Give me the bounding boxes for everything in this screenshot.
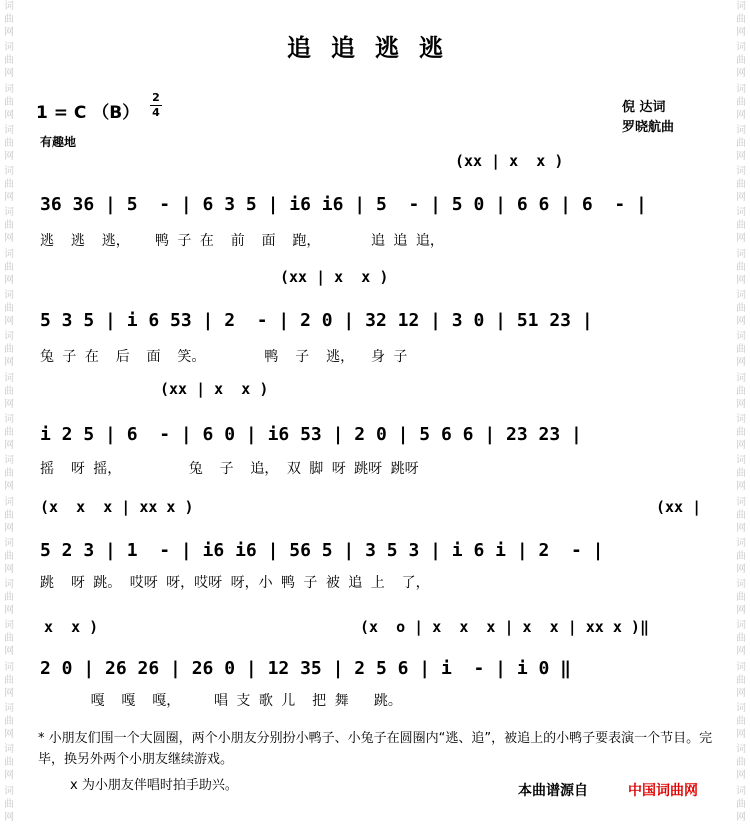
watermark-char: 词 — [4, 579, 14, 591]
watermark-char: 曲 — [736, 757, 746, 769]
watermark-char: 曲 — [4, 592, 14, 604]
watermark-char: 网 — [736, 109, 746, 121]
watermark-char: 网 — [736, 770, 746, 782]
watermark-char: 网 — [736, 192, 746, 204]
key-signature: 1 = C （B） — [36, 103, 140, 123]
watermark-char: 网 — [4, 274, 14, 286]
lyric-line: 跳 呀 跳。 哎呀 呀，哎呀 呀，小 鸭 子 被 追 上 了， — [40, 575, 430, 591]
watermark-char: 曲 — [736, 550, 746, 562]
watermark-char: 曲 — [736, 344, 746, 356]
watermark-char: 网 — [4, 357, 14, 369]
watermark-char: 网 — [736, 150, 746, 162]
watermark-char: 网 — [736, 316, 746, 328]
tempo-marking: 有趣地 — [40, 135, 77, 149]
watermark-char: 网 — [736, 274, 746, 286]
watermark-char: 词 — [4, 372, 14, 384]
notation-line: 5 3 5 | i 6 53 | 2 - | 2 0 | 32 12 | 3 0 | 51 23 | — [40, 310, 593, 331]
watermark-char: 曲 — [4, 426, 14, 438]
watermark-char: 曲 — [736, 385, 746, 397]
watermark-char: 曲 — [736, 179, 746, 191]
watermark-char: 曲 — [4, 14, 14, 25]
accompaniment-line: (xx | x x ) — [455, 152, 564, 170]
watermark-char: 网 — [4, 687, 14, 699]
meter-top: 2 — [152, 91, 160, 104]
watermark-char: 词 — [4, 537, 14, 549]
watermark-right — [734, 0, 748, 826]
accompaniment-line: (xx | x x ) — [280, 268, 389, 286]
meter-bottom: 4 — [152, 106, 160, 119]
watermark-char: 曲 — [4, 550, 14, 562]
watermark-char: 曲 — [4, 55, 14, 67]
watermark-char: 网 — [736, 646, 746, 658]
watermark-char: 词 — [736, 744, 746, 756]
watermark-char: 网 — [736, 27, 746, 38]
watermark-char: 词 — [736, 372, 746, 384]
watermark-char: 词 — [736, 455, 746, 467]
lyric-line: 摇 呀 摇， 兔 子 追， 双 脚 呀 跳呀 跳呀 — [40, 461, 419, 477]
watermark-char: 网 — [4, 398, 14, 410]
watermark-char: 曲 — [736, 716, 746, 728]
watermark-char: 词 — [736, 579, 746, 591]
watermark-char: 词 — [736, 207, 746, 219]
watermark-char: 网 — [4, 563, 14, 575]
footnote-text: * 小朋友们围一个大圆圈，两个小朋友分别扮小鸭子、小兔子在圆圈内“逃、追”，被追上的小鸭子要表演一个节目。完毕，换另外两个小朋友继续游戏。 — [38, 731, 713, 767]
watermark-char: 词 — [4, 166, 14, 178]
watermark-char: 曲 — [4, 385, 14, 397]
watermark-char: 曲 — [736, 468, 746, 480]
watermark-char: 词 — [4, 785, 14, 797]
watermark-char: 词 — [4, 1, 14, 12]
watermark-left — [2, 0, 16, 826]
watermark-char: 网 — [4, 439, 14, 451]
lyric-line: 逃 逃 逃， 鸭 子 在 前 面 跑， 追 追 追， — [40, 233, 444, 249]
watermark-char: 曲 — [736, 509, 746, 521]
watermark-char: 词 — [736, 496, 746, 508]
watermark-char: 词 — [736, 331, 746, 343]
watermark-char: 曲 — [4, 633, 14, 645]
watermark-char: 网 — [4, 27, 14, 38]
watermark-char: 网 — [736, 357, 746, 369]
watermark-char: 词 — [4, 207, 14, 219]
watermark-char: 曲 — [4, 344, 14, 356]
watermark-char: 曲 — [736, 14, 746, 25]
watermark-char: 曲 — [4, 137, 14, 149]
watermark-char: 网 — [4, 522, 14, 534]
watermark-char: 词 — [4, 455, 14, 467]
accompaniment-line: (x x x | xx x ) — [40, 498, 194, 516]
watermark-char: 网 — [4, 605, 14, 617]
watermark-char: 曲 — [736, 261, 746, 273]
notation-line: 36 36 | 5 - | 6 3 5 | i6 i6 | 5 - | 5 0 | 6 6 | 6 - | — [40, 194, 647, 215]
notation-line: 5 2 3 | 1 - | i6 i6 | 56 5 | 3 5 3 | i 6 i | 2 - | — [40, 540, 604, 561]
watermark-char: 曲 — [4, 179, 14, 191]
watermark-char: 词 — [4, 661, 14, 673]
lyricist-credit: 倪 达词 — [622, 100, 666, 115]
accompaniment-line: x x ) — [44, 618, 99, 636]
watermark-char: 网 — [4, 192, 14, 204]
watermark-char: 网 — [736, 398, 746, 410]
watermark-char: 曲 — [4, 96, 14, 108]
watermark-char: 词 — [736, 42, 746, 54]
watermark-char: 词 — [736, 248, 746, 260]
watermark-char: 网 — [4, 316, 14, 328]
watermark-char: 曲 — [736, 220, 746, 232]
watermark-char: 曲 — [736, 96, 746, 108]
watermark-char: 词 — [4, 620, 14, 632]
watermark-char: 曲 — [4, 261, 14, 273]
watermark-char: 网 — [4, 811, 14, 823]
watermark-char: 曲 — [736, 633, 746, 645]
watermark-char: 网 — [736, 729, 746, 741]
footnote-clap: x 为小朋友伴唱时拍手助兴。 — [70, 778, 238, 793]
watermark-char: 词 — [4, 290, 14, 302]
watermark-char: 词 — [4, 331, 14, 343]
watermark-char: 词 — [736, 83, 746, 95]
source-label: 本曲谱源自 — [518, 783, 588, 799]
accompaniment-line: (xx | x x ) — [160, 380, 269, 398]
watermark-char: 词 — [4, 413, 14, 425]
watermark-char: 曲 — [4, 674, 14, 686]
watermark-char: 词 — [4, 703, 14, 715]
watermark-char: 网 — [736, 522, 746, 534]
watermark-char: 曲 — [4, 798, 14, 810]
watermark-char: 网 — [4, 68, 14, 80]
lyric-line: 嘎 嘎 嘎， 唱 支 歌 儿 把 舞 跳。 — [40, 693, 402, 709]
song-title: 追追逃逃 — [287, 33, 463, 62]
watermark-char: 词 — [4, 744, 14, 756]
watermark-char: 网 — [4, 233, 14, 245]
watermark-char: 词 — [4, 83, 14, 95]
watermark-char: 网 — [736, 233, 746, 245]
watermark-char: 网 — [736, 481, 746, 493]
watermark-char: 网 — [4, 150, 14, 162]
watermark-char: 网 — [736, 439, 746, 451]
watermark-char: 词 — [736, 124, 746, 136]
time-signature — [150, 92, 162, 119]
watermark-char: 曲 — [736, 303, 746, 315]
watermark-char: 网 — [4, 770, 14, 782]
watermark-char: 词 — [736, 785, 746, 797]
watermark-char: 词 — [736, 537, 746, 549]
lyric-line: 兔 子 在 后 面 笑。 鸭 子 逃， 身 子 — [40, 349, 408, 365]
watermark-char: 词 — [736, 413, 746, 425]
watermark-char: 曲 — [736, 426, 746, 438]
watermark-char: 网 — [736, 563, 746, 575]
watermark-char: 词 — [736, 166, 746, 178]
accompaniment-line: (x o | x x x | x x | xx x )‖ — [360, 618, 649, 636]
watermark-char: 曲 — [4, 468, 14, 480]
watermark-char: 词 — [4, 496, 14, 508]
watermark-char: 曲 — [4, 716, 14, 728]
watermark-char: 网 — [4, 646, 14, 658]
watermark-char: 网 — [736, 605, 746, 617]
watermark-char: 词 — [4, 248, 14, 260]
watermark-char: 词 — [4, 42, 14, 54]
watermark-char: 曲 — [4, 757, 14, 769]
watermark-char: 词 — [4, 124, 14, 136]
watermark-char: 曲 — [736, 137, 746, 149]
watermark-char: 曲 — [736, 55, 746, 67]
watermark-char: 网 — [736, 687, 746, 699]
watermark-char: 词 — [736, 661, 746, 673]
notation-line: i 2 5 | 6 - | 6 0 | i6 53 | 2 0 | 5 6 6 | 23 23 | — [40, 424, 582, 445]
watermark-char: 词 — [736, 703, 746, 715]
watermark-char: 曲 — [4, 303, 14, 315]
watermark-char: 曲 — [736, 674, 746, 686]
watermark-char: 词 — [736, 620, 746, 632]
watermark-char: 网 — [4, 109, 14, 121]
watermark-char: 词 — [736, 290, 746, 302]
watermark-char: 曲 — [736, 798, 746, 810]
site-name[interactable]: 中国词曲网 — [628, 783, 698, 799]
composer-credit: 罗晓航曲 — [622, 120, 675, 135]
notation-line: 2 0 | 26 26 | 26 0 | 12 35 | 2 5 6 | i - | i 0 ‖ — [40, 658, 572, 679]
watermark-char: 网 — [4, 729, 14, 741]
watermark-char: 曲 — [4, 509, 14, 521]
accompaniment-line: (xx | — [656, 498, 702, 516]
watermark-char: 曲 — [4, 220, 14, 232]
watermark-char: 网 — [736, 68, 746, 80]
watermark-char: 网 — [4, 481, 14, 493]
watermark-char: 词 — [736, 1, 746, 12]
watermark-char: 曲 — [736, 592, 746, 604]
watermark-char: 网 — [736, 811, 746, 823]
